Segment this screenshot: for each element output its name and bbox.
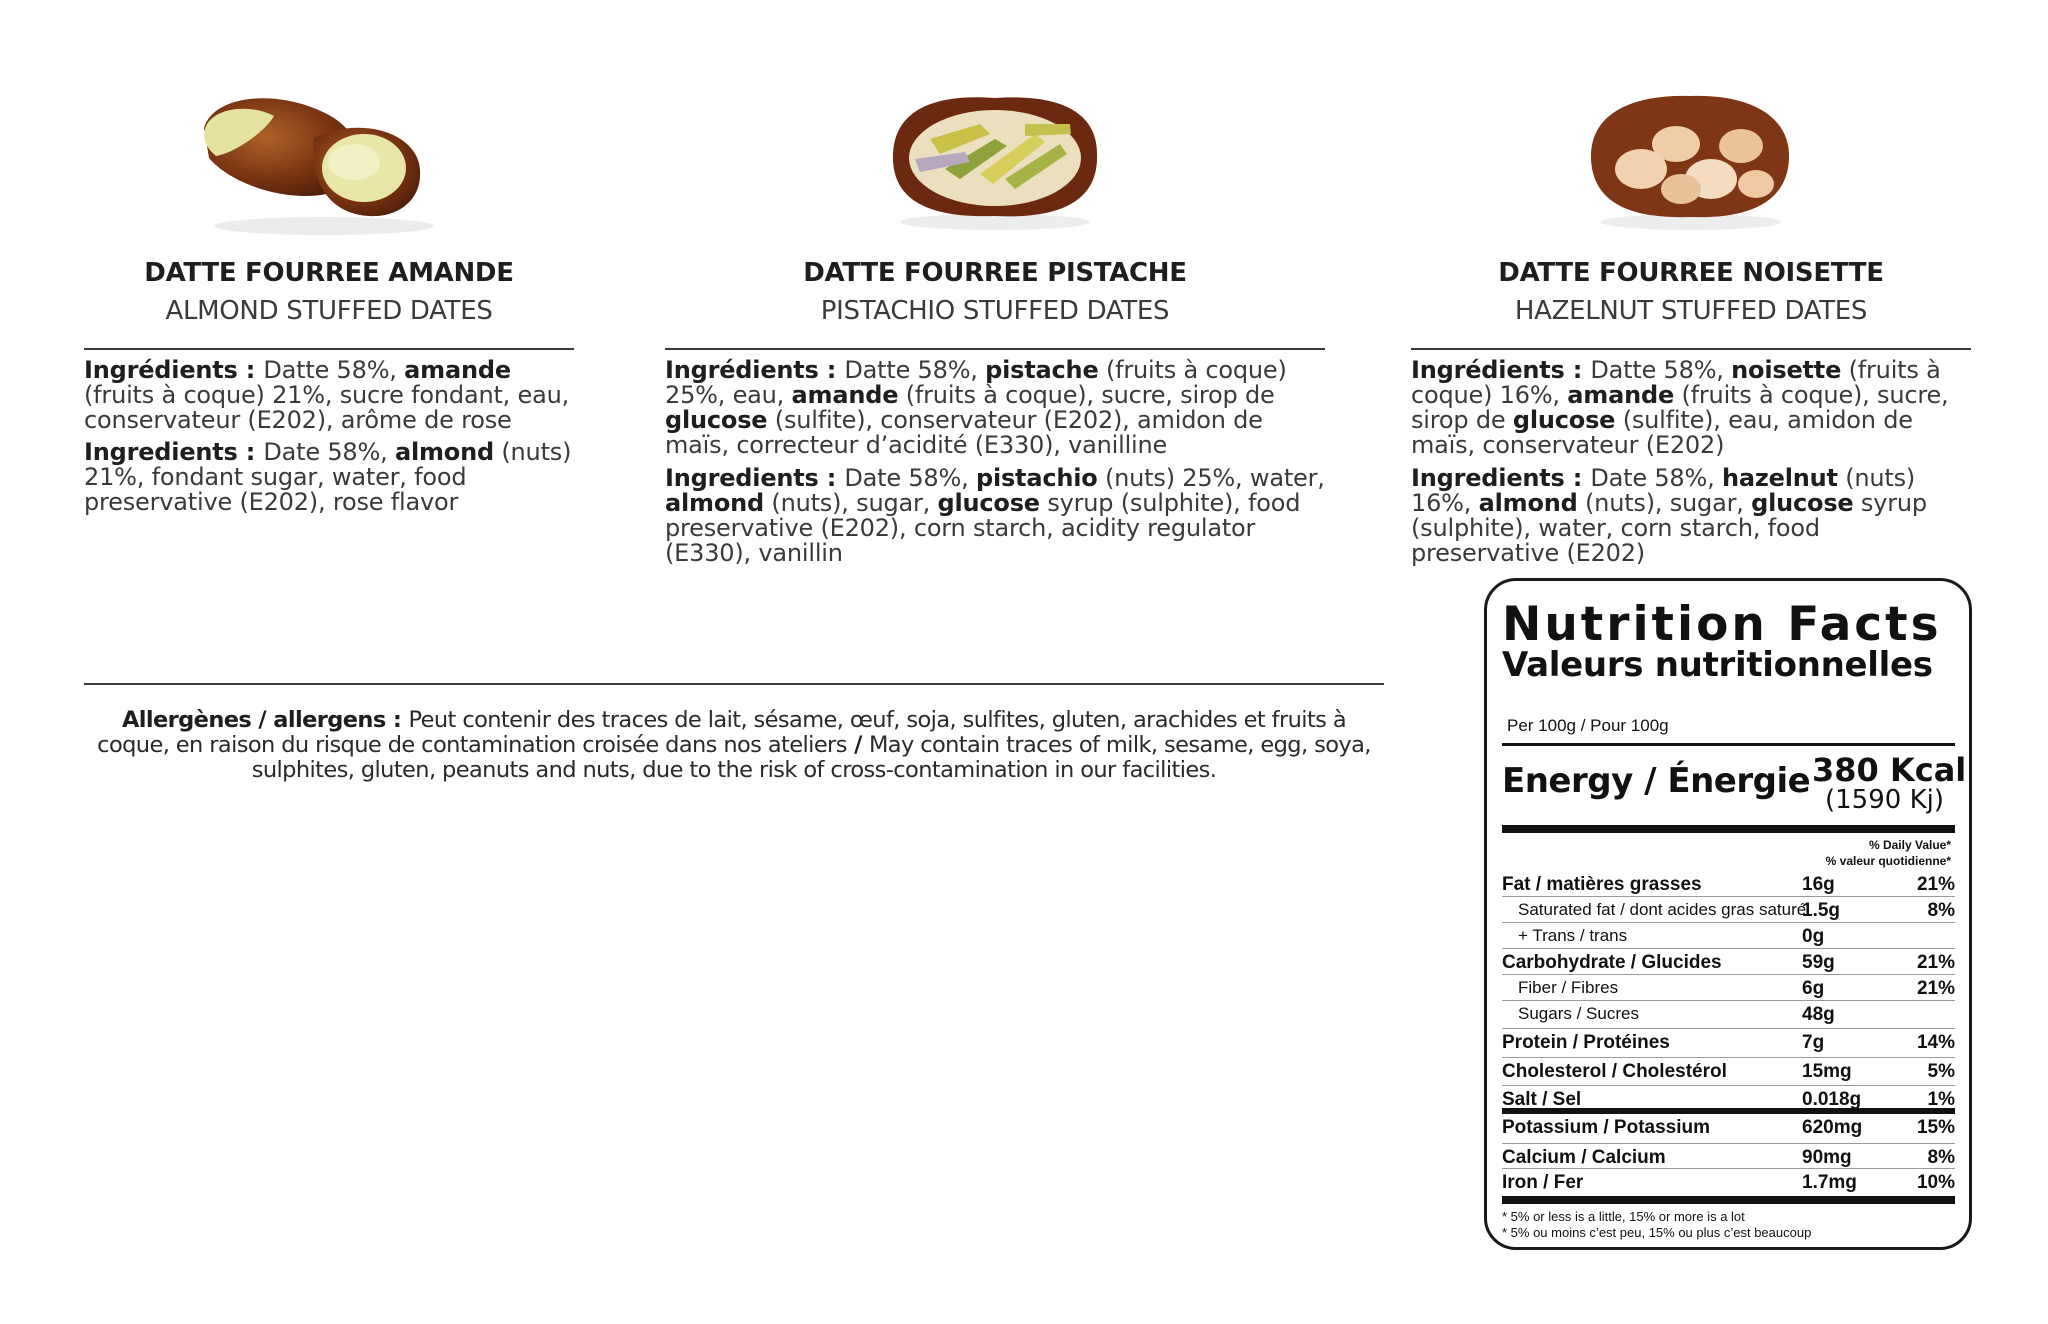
- ingredient-text: Date 58%,: [263, 438, 395, 466]
- ingredients-en: [665, 466, 1325, 566]
- nutrient-daily-value: 5%: [1927, 1061, 1955, 1082]
- hazelnut-date-image: [1581, 84, 1801, 234]
- product-title-en: ALMOND STUFFED DATES: [165, 296, 493, 326]
- nutrient-daily-value: 21%: [1916, 978, 1955, 999]
- ingredient-bold-text: Ingredients :: [1411, 464, 1591, 492]
- ingredient-text: (sulfite), eau, amidon de maïs, conservateur (E202): [1411, 406, 1913, 459]
- almond-date-image: [194, 78, 454, 238]
- energy-kcal: 380 Kcal: [1812, 751, 1967, 789]
- ingredient-text: (fruits à coque) 25%, eau,: [665, 356, 1287, 409]
- ingredient-bold-text: glucose: [937, 489, 1040, 517]
- product-title-fr: DATTE FOURREE NOISETTE: [1498, 258, 1884, 288]
- divider: [665, 348, 1325, 350]
- nutrient-row: [1502, 975, 1955, 1001]
- nutrient-label: Calcium / Calcium: [1502, 1147, 1666, 1168]
- product-title-en: HAZELNUT STUFFED DATES: [1514, 296, 1868, 326]
- nutrient-daily-value: 8%: [1927, 1147, 1955, 1168]
- ingredient-text: (nuts), sugar,: [1577, 489, 1752, 517]
- ingredient-text: syrup (sulphite), water, corn starch, food preservative (E202): [1411, 489, 1927, 567]
- ingredient-text: Datte 58%,: [1590, 356, 1732, 384]
- ingredient-text: Datte 58%,: [844, 356, 986, 384]
- nutrient-amount: 1.7mg: [1802, 1172, 1857, 1193]
- ingredient-bold-text: almond: [394, 438, 494, 466]
- ingredients-fr: [665, 358, 1325, 458]
- footnote-en: * 5% or less is a little, 15% or more is a lot: [1502, 1209, 1745, 1224]
- ingredients-fr: [1411, 358, 1971, 458]
- nutrient-row: [1502, 1114, 1955, 1144]
- ingredient-bold-text: hazelnut: [1721, 464, 1838, 492]
- ingredient-bold-text: glucose: [665, 406, 768, 434]
- ingredient-bold-text: Ingrédients :: [84, 356, 264, 384]
- nutrition-divider-thick: [1502, 1196, 1955, 1204]
- divider: [1411, 348, 1971, 350]
- nutrient-amount: 7g: [1802, 1032, 1825, 1053]
- product-title-fr: DATTE FOURREE AMANDE: [144, 258, 514, 288]
- ingredient-text: syrup (sulphite), food preservative (E202), corn starch, acidity regulator (E330), vanillin: [665, 489, 1301, 567]
- pistachio-date-image: [885, 84, 1105, 234]
- nutrient-row: [1502, 1001, 1955, 1029]
- ingredients-en: [1411, 466, 1971, 566]
- nutrient-row: [1502, 949, 1955, 975]
- nutrient-daily-value: 1%: [1927, 1089, 1955, 1110]
- allergens-text-en: May contain traces of milk, sesame, egg, soya, sulphites, gluten, peanuts and nuts, due to the risk of cross-contamination in our facilities.: [251, 732, 1371, 783]
- ingredient-bold-text: amande: [404, 356, 511, 384]
- nutrient-daily-value: 15%: [1916, 1117, 1955, 1138]
- allergens-label: Allergènes / allergens :: [121, 707, 409, 733]
- ingredient-text: (nuts) 21%, fondant sugar, water, food preservative (E202), rose flavor: [84, 438, 572, 516]
- nutrient-row: [1502, 1144, 1955, 1169]
- nutrient-row: [1502, 1086, 1955, 1114]
- nutrition-facts-panel: [1484, 578, 1972, 1250]
- ingredients-fr: [84, 358, 574, 433]
- ingredient-text: Datte 58%,: [263, 356, 405, 384]
- nutrient-amount: 620mg: [1802, 1117, 1863, 1138]
- ingredient-bold-text: glucose: [1751, 489, 1854, 517]
- ingredient-text: Date 58%,: [1590, 464, 1722, 492]
- nutrient-amount: 15mg: [1802, 1061, 1852, 1082]
- nutrient-row: [1502, 1029, 1955, 1058]
- ingredient-bold-text: Ingrédients :: [665, 356, 845, 384]
- ingredient-text: (fruits à coque), sucre, sirop de: [898, 381, 1275, 409]
- ingredients-en: [84, 440, 574, 515]
- allergens-separator: /: [846, 732, 869, 758]
- ingredient-bold-text: Ingredients :: [665, 464, 845, 492]
- ingredient-bold-text: Ingredients :: [84, 438, 264, 466]
- nutrient-daily-value: 8%: [1927, 900, 1955, 921]
- ingredient-bold-text: glucose: [1512, 406, 1616, 434]
- ingredient-bold-text: pistachio: [975, 464, 1098, 492]
- nutrient-label: Potassium / Potassium: [1502, 1117, 1711, 1138]
- ingredient-text: Date 58%,: [844, 464, 976, 492]
- nutrient-amount: 1.5g: [1802, 900, 1841, 921]
- allergens-divider: [84, 683, 1384, 685]
- nutrient-label: Fat / matières grasses: [1502, 874, 1702, 895]
- energy-label: Energy / Énergie: [1502, 761, 1811, 801]
- nutrient-label: Saturated fat / dont acides gras saturé: [1518, 900, 1807, 919]
- daily-value-header: [1826, 837, 1951, 869]
- serving-size: Per 100g / Pour 100g: [1507, 716, 1669, 735]
- nutrition-divider: [1502, 743, 1955, 746]
- nutrient-row: [1502, 897, 1955, 923]
- allergens-text-fr: Peut contenir des traces de lait, sésame, œuf, soja, sulfites, gluten, arachides et fruits à coque, en raison du risque de contamination croisée dans nos ateliers: [97, 707, 1347, 758]
- ingredient-bold-text: almond: [665, 489, 764, 517]
- nutrient-label: Fiber / Fibres: [1518, 978, 1619, 997]
- nutrient-label: Protein / Protéines: [1502, 1032, 1670, 1053]
- energy-kj: (1590 Kj): [1825, 785, 1944, 815]
- nutrient-row: [1502, 923, 1955, 949]
- nutrition-rows: [1502, 871, 1955, 1193]
- ingredient-bold-text: almond: [1478, 489, 1578, 517]
- daily-value-en: % Daily Value*: [1868, 838, 1951, 852]
- nutrient-label: Carbohydrate / Glucides: [1502, 952, 1722, 973]
- nutrient-daily-value: 21%: [1916, 874, 1955, 895]
- nutrient-amount: 0.018g: [1802, 1089, 1862, 1110]
- nutrient-amount: 90mg: [1802, 1147, 1852, 1168]
- nutrition-title: Nutrition Facts: [1502, 597, 1942, 652]
- nutrient-label: Iron / Fer: [1502, 1172, 1584, 1193]
- ingredient-text: (sulfite), conservateur (E202), amidon de maïs, correcteur d’acidité (E330), vanilline: [665, 406, 1263, 459]
- nutrient-label: + Trans / trans: [1518, 926, 1628, 945]
- nutrition-footnote: [1502, 1209, 1811, 1241]
- nutrient-row: [1502, 871, 1955, 897]
- ingredient-text: (nuts) 16%,: [1411, 464, 1916, 517]
- divider: [84, 348, 574, 350]
- nutrient-amount: 0g: [1802, 926, 1825, 947]
- ingredient-bold-text: pistache: [985, 356, 1099, 384]
- nutrient-row: [1502, 1058, 1955, 1086]
- ingredient-text: (nuts) 25%, water,: [1097, 464, 1325, 492]
- ingredient-text: (fruits à coque), sucre, sirop de: [1411, 381, 1949, 434]
- footnote-fr: * 5% ou moins c’est peu, 15% ou plus c’est beaucoup: [1502, 1225, 1812, 1240]
- nutrient-amount: 59g: [1802, 952, 1835, 973]
- allergens-statement: [84, 708, 1384, 783]
- ingredient-bold-text: noisette: [1731, 356, 1842, 384]
- ingredient-text: (fruits à coque) 16%,: [1411, 356, 1941, 409]
- ingredient-text: (nuts), sugar,: [763, 489, 938, 517]
- nutrient-daily-value: 14%: [1916, 1032, 1955, 1053]
- ingredient-bold-text: amande: [791, 381, 899, 409]
- nutrient-label: Sugars / Sucres: [1518, 1004, 1639, 1023]
- nutrient-daily-value: 21%: [1916, 952, 1955, 973]
- nutrient-label: Cholesterol / Cholestérol: [1502, 1061, 1727, 1082]
- nutrient-amount: 6g: [1802, 978, 1825, 999]
- nutrition-divider-thick: [1502, 825, 1955, 833]
- ingredient-text: (fruits à coque) 21%, sucre fondant, eau, conservateur (E202), arôme de rose: [84, 381, 570, 434]
- ingredient-bold-text: amande: [1567, 381, 1675, 409]
- ingredient-bold-text: Ingrédients :: [1411, 356, 1591, 384]
- product-title-fr: DATTE FOURREE PISTACHE: [803, 258, 1187, 288]
- nutrient-amount: 48g: [1802, 1004, 1835, 1025]
- daily-value-fr: % valeur quotidienne*: [1825, 854, 1951, 868]
- nutrient-row: [1502, 1169, 1955, 1193]
- nutrient-daily-value: 10%: [1916, 1172, 1955, 1193]
- product-title-en: PISTACHIO STUFFED DATES: [820, 296, 1170, 326]
- nutrient-label: Salt / Sel: [1502, 1089, 1582, 1110]
- nutrition-subtitle: Valeurs nutritionnelles: [1502, 645, 1933, 685]
- nutrient-amount: 16g: [1802, 874, 1835, 895]
